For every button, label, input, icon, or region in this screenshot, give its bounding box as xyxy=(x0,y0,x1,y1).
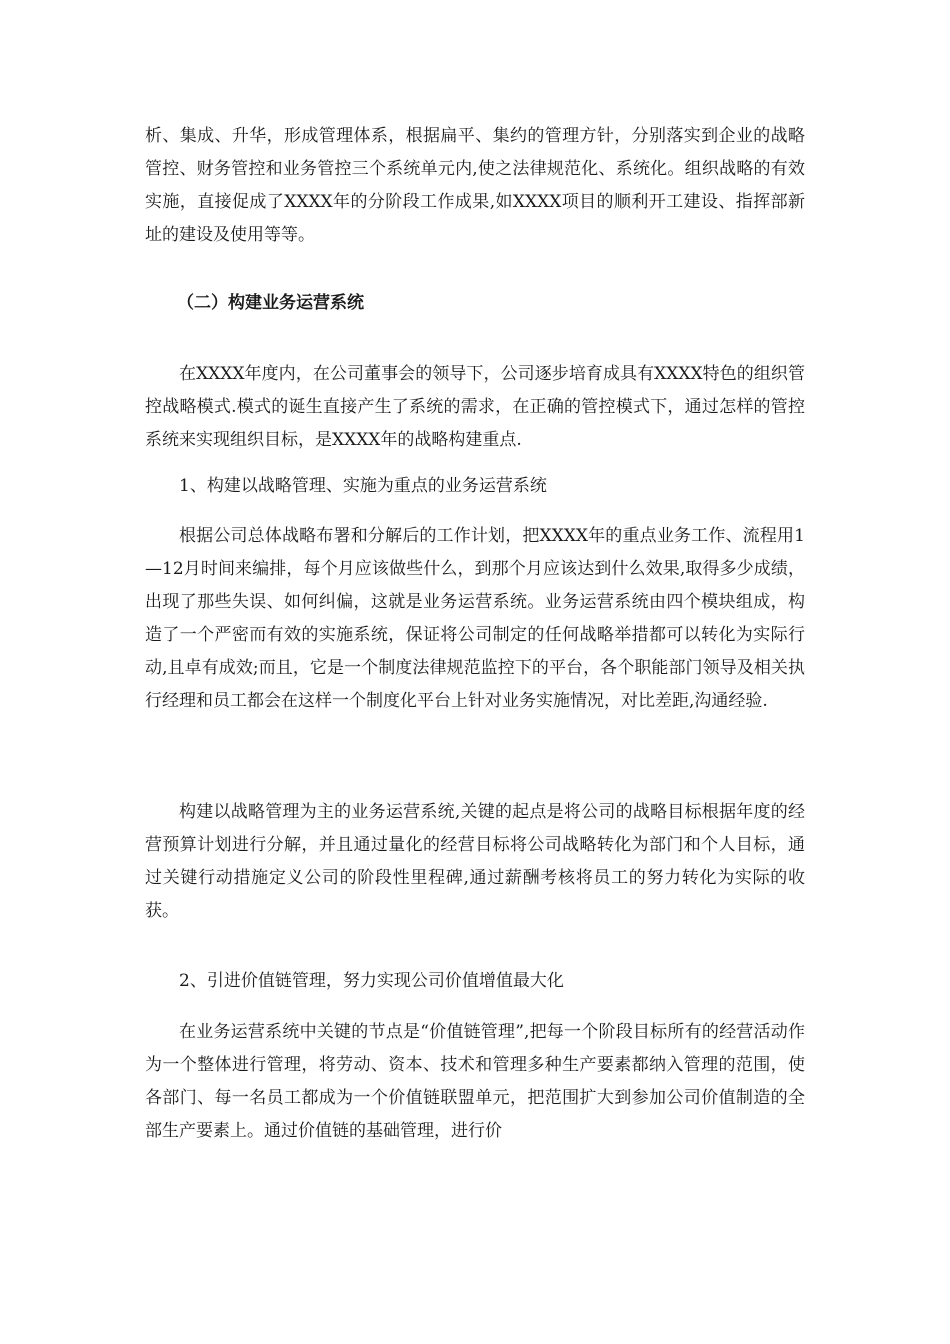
paragraph-value-chain-detail: 在业务运营系统中关键的节点是“价值链管理”,把每一个阶段目标所有的经营活动作为一个整体进行管理，将劳动、资本、技术和管理多种生产要素都纳入管理的范围，使各部门、每一名员工都成为一个价值链联盟单元，把范围扩大到参加公司价值制造的全部生产要素上。通过价值链的基础管理，进行价 xyxy=(145,1022,805,1141)
subheading-strategy-operation-system: 1、构建以战略管理、实施为重点的业务运营系统 xyxy=(179,476,547,496)
paragraph-strategy-implementation: 析、集成、升华，形成管理体系，根据扁平、集约的管理方针，分别落实到企业的战略管控、财务管控和业务管控三个系统单元内,使之法律规范化、系统化。组织战略的有效实施，直接促成了XXXX年的分阶段工作成果,如XXXX项目的顺利开工建设、指挥部新址的建设及使用等等。 xyxy=(145,126,805,245)
paragraph-operation-system-detail: 根据公司总体战略布署和分解后的工作计划，把XXXX年的重点业务工作、流程用1—12月时间来编排，每个月应该做些什么，到那个月应该达到什么效果,取得多少成绩，出现了那些失误、如何纠偏，这就是业务运营系统。业务运营系统由四个模块组成，构造了一个严密而有效的实施系统，保证将公司制定的任何战略举措都可以转化为实际行动,且卓有成效;而且，它是一个制度法律规范监控下的平台，各个职能部门领导及相关执行经理和员工都会在这样一个制度化平台上针对业务实施情况，对比差距,沟通经验. xyxy=(145,526,805,711)
section-heading-business-operation: （二）构建业务运营系统 xyxy=(177,293,364,313)
paragraph-management-model: 在XXXX年度内，在公司董事会的领导下，公司逐步培育成具有XXXX特色的组织管控战略模式.模式的诞生直接产生了系统的需求，在正确的管控模式下，通过怎样的管控系统来实现组织目标，是XXXX年的战略构建重点. xyxy=(145,364,805,450)
subheading-value-chain: 2、引进价值链管理，努力实现公司价值增值最大化 xyxy=(179,971,564,991)
paragraph-strategy-decomposition: 构建以战略管理为主的业务运营系统,关键的起点是将公司的战略目标根据年度的经营预算计划进行分解，并且通过量化的经营目标将公司战略转化为部门和个人目标，通过关键行动措施定义公司的阶段性里程碑,通过薪酬考核将员工的努力转化为实际的收获。 xyxy=(145,802,805,921)
